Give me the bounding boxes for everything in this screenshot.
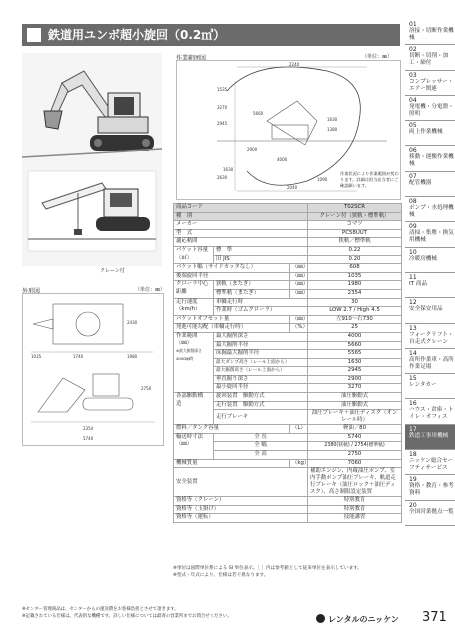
sidebar-item-07[interactable]: 07 配管機器 bbox=[405, 172, 455, 197]
spec-value: 軽油／80 bbox=[308, 425, 402, 434]
spec-group-label: クローラ中心距離 bbox=[174, 281, 214, 298]
spec-unit: （㎜） bbox=[290, 289, 308, 298]
outline-dim-0: 1740 bbox=[73, 354, 84, 359]
sidebar-item-03[interactable]: 03 コンプレッサー・エアー関連 bbox=[405, 71, 455, 96]
outline-unit: （単位：㎜） bbox=[135, 287, 166, 293]
spec-unit: （L） bbox=[290, 425, 308, 434]
work-dim-6: 4000 bbox=[277, 157, 288, 162]
outline-dim-2: 2354 bbox=[83, 426, 94, 431]
table-row bbox=[174, 505, 402, 514]
work-dim-1: 1535 bbox=[217, 87, 228, 92]
spec-value: PC58UUT bbox=[308, 229, 402, 238]
spec-value: 1035 bbox=[308, 272, 402, 281]
sidebar-item-18[interactable]: 18 ニッケン総合セーフティサービス bbox=[405, 450, 455, 475]
range-group-title: 作業範囲（㎜） bbox=[176, 332, 198, 346]
outline-dim-4: 2750 bbox=[141, 386, 152, 391]
spec-value: 油圧駆動式 bbox=[308, 401, 402, 410]
outline-diagram bbox=[22, 293, 164, 446]
sidebar-item-05[interactable]: 05 両上作業機械 bbox=[405, 121, 455, 146]
spec-label: 資格等（玉掛け） bbox=[174, 505, 308, 514]
table-row bbox=[174, 272, 402, 281]
spec-value: 608 bbox=[308, 264, 402, 273]
table-row bbox=[174, 246, 402, 255]
spec-value: 技能講習 bbox=[308, 514, 402, 523]
sidebar-item-12[interactable]: 12 安全保安用品 bbox=[405, 298, 455, 323]
sidebar-item-08[interactable]: 08 ポンプ・水処理機械 bbox=[405, 197, 455, 222]
spec-value: 5565 bbox=[308, 350, 402, 359]
spec-label: 狭軌（またぎ） bbox=[214, 281, 290, 290]
spec-label: 標 準 bbox=[214, 246, 308, 255]
spec-label: 最大掘削半径 bbox=[214, 341, 308, 350]
sidebar-item-16[interactable]: 16 ハウス・倉庫・トイレ・オフィス bbox=[405, 399, 455, 424]
sidebar-item-01[interactable]: 01 溶接・切断作業機械 bbox=[405, 20, 455, 45]
spec-label: 最大ダンプ高さ（レール上面から） bbox=[214, 358, 308, 367]
spec-label: 旧 JIS bbox=[214, 255, 308, 264]
spec-value: 4000 bbox=[308, 332, 402, 341]
spec-label: 走行ブレーキ bbox=[214, 410, 308, 425]
table-row bbox=[174, 393, 402, 402]
spec-label: 燃料／タンク容量 bbox=[174, 425, 290, 434]
spec-unit: （%） bbox=[290, 324, 308, 333]
logo-text: レンタルのニッケン bbox=[328, 615, 399, 624]
spec-label: 全 長 bbox=[214, 433, 308, 442]
spec-label: 垂直掘り深さ bbox=[214, 375, 308, 384]
table-row bbox=[174, 281, 402, 290]
work-dim-2: 3270 bbox=[217, 105, 228, 110]
work-dim-3: 5660 bbox=[253, 111, 264, 116]
spec-value: 1980 bbox=[308, 281, 402, 290]
spec-value: 特別教育 bbox=[308, 505, 402, 514]
machine-photo bbox=[22, 53, 162, 266]
spec-label: 資格等（運転） bbox=[174, 514, 308, 523]
spec-value: 0.22 bbox=[308, 246, 402, 255]
footer-note: ※記載されている仕様は、代表的な機種です。詳しい仕様については最寄の営業所までお問合せください。 bbox=[22, 614, 232, 619]
work-dim-12: 1090 bbox=[317, 177, 328, 182]
title-bar bbox=[22, 24, 400, 46]
spec-value: 30 bbox=[308, 298, 402, 307]
spec-label: 車輪走行時 bbox=[214, 298, 308, 307]
spec-label: 安全装置 bbox=[174, 468, 308, 497]
work-range-title: 作業範囲図 bbox=[176, 55, 207, 62]
spec-value: 0.20 bbox=[308, 255, 402, 264]
spec-label: 最大掘削深さ bbox=[214, 332, 308, 341]
footer-note: ※センター管理商品は、センターからの運送費をお客様負担とさせて頂きます。 bbox=[22, 607, 179, 612]
table-row bbox=[174, 324, 402, 333]
sidebar-item-09[interactable]: 09 清掃・集塵・換気用機械 bbox=[405, 222, 455, 247]
spec-value: LOW 2.7 / High 4.5 bbox=[308, 307, 402, 316]
table-row bbox=[174, 221, 402, 230]
spec-label: 床掘最大掘削半径 bbox=[214, 350, 308, 359]
spec-note: ※単位は国際単位系による SI 単位表示。［ ］内は参考値として従来単位を表示しています。 bbox=[173, 566, 362, 571]
spec-label: メーカー bbox=[174, 221, 308, 230]
spec-table bbox=[173, 203, 402, 523]
company-logo bbox=[316, 614, 399, 625]
spec-unit: （㎜） bbox=[290, 315, 308, 324]
table-row bbox=[174, 264, 402, 273]
spec-unit: （kg） bbox=[290, 459, 308, 468]
page-number: 371 bbox=[422, 610, 447, 625]
spec-value: 2945 bbox=[308, 367, 402, 376]
spec-label: 型 式 bbox=[174, 229, 308, 238]
work-range-note: 作業状況により作業範囲が変わります。詳細は担当店当者にご確認願います。 bbox=[340, 171, 399, 188]
photo-caption: クレーン付 bbox=[100, 268, 125, 274]
spec-group-label: 各部駆動構 造 bbox=[174, 393, 214, 425]
spec-label: 発進可能勾配（車輪走行時） bbox=[174, 324, 290, 333]
spec-value: 1630 bbox=[308, 358, 402, 367]
sidebar-item-17[interactable]: 17 鉄道工事用機械 bbox=[405, 425, 455, 450]
table-row bbox=[174, 212, 402, 221]
spec-label: 走行装置 駆動方式 bbox=[214, 401, 308, 410]
spec-label: 全 高 bbox=[214, 451, 308, 460]
work-dim-7: 1630 bbox=[223, 167, 234, 172]
outline-title: 外形図 bbox=[22, 288, 41, 295]
work-dim-5: 2900 bbox=[247, 147, 258, 152]
work-dim-10: 1380 bbox=[327, 127, 338, 132]
spec-value: 2750 bbox=[308, 451, 402, 460]
spec-label: 標準軌（またぎ） bbox=[214, 289, 290, 298]
work-dim-8: 2630 bbox=[217, 175, 228, 180]
spec-label: 種 別 bbox=[174, 212, 308, 221]
sidebar-item-15[interactable]: 15 レンタカー bbox=[405, 374, 455, 399]
spec-value: 3270 bbox=[308, 384, 402, 393]
spec-label: バケットオフセット量 bbox=[174, 315, 290, 324]
category-sidebar bbox=[405, 20, 455, 526]
spec-value: 2380(狭軌) / 2754(標準軌) bbox=[308, 442, 402, 451]
spec-group-label: バケット容量（㎥） bbox=[174, 246, 214, 263]
logo-mark-icon bbox=[316, 614, 325, 623]
work-dim-11: 2040 bbox=[287, 185, 298, 190]
table-row bbox=[174, 238, 402, 247]
work-dim-4: 2945 bbox=[217, 121, 228, 126]
spec-value: クレーン付（狭軌・標準軌） bbox=[308, 212, 402, 221]
sidebar-item-13[interactable]: 13 フォークリフト・自走式クレーン bbox=[405, 324, 455, 349]
table-row bbox=[174, 425, 402, 434]
work-dim-0: 2240 bbox=[289, 62, 300, 67]
spec-label: 資格等（クレーン） bbox=[174, 497, 308, 506]
spec-label: 最小旋回半径 bbox=[214, 384, 308, 393]
sidebar-item-11[interactable]: 11 IT 商品 bbox=[405, 273, 455, 298]
spec-value: 特別教育 bbox=[308, 497, 402, 506]
spec-note: ※型式・年式により、仕様は若干異なります。 bbox=[173, 573, 269, 578]
spec-group-label bbox=[174, 332, 214, 392]
sidebar-item-06[interactable]: 06 移動・運搬作業機械 bbox=[405, 146, 455, 171]
sidebar-item-02[interactable]: 02 切断・切削・加工・締付 bbox=[405, 45, 455, 70]
spec-value: 油圧ブレーキ＋油圧ディスク（オンレール時） bbox=[308, 410, 402, 425]
outline-dim-5: 1980 bbox=[127, 354, 138, 359]
spec-group-label: 輸送時寸法（㎜） bbox=[174, 433, 214, 459]
spec-value: 25 bbox=[308, 324, 402, 333]
spec-value: 補助エンジン、内蔵油圧ポンプ、室内手動ポンプ油圧ブレーキ、軌道走行ブレーキ（油圧ロック＋油圧ディスク）、高さ制限設定装置 bbox=[308, 468, 402, 497]
spec-label: 全 幅 bbox=[214, 442, 308, 451]
sidebar-item-14[interactable]: 14 高所作業車・高所作業足場 bbox=[405, 349, 455, 374]
spec-label: 旋回装置 駆動方式 bbox=[214, 393, 308, 402]
spec-label: 商品コード bbox=[174, 204, 308, 213]
spec-value: 狭軌／標準軌 bbox=[308, 238, 402, 247]
table-row bbox=[174, 315, 402, 324]
sidebar-item-10[interactable]: 10 冷暖房機械 bbox=[405, 248, 455, 273]
table-row bbox=[174, 497, 402, 506]
spec-value: 油圧駆動式 bbox=[308, 393, 402, 402]
spec-label: 機械質量 bbox=[174, 459, 290, 468]
table-row bbox=[174, 204, 402, 213]
spec-value: 2900 bbox=[308, 375, 402, 384]
outline-dim-6: 1035 bbox=[31, 354, 42, 359]
footer-notes bbox=[22, 606, 302, 620]
table-row bbox=[174, 514, 402, 523]
table-row bbox=[174, 298, 402, 307]
spec-notes bbox=[173, 565, 362, 579]
spec-label: 適応軌間 bbox=[174, 238, 308, 247]
range-group-sub: ※最大掘削深さ 4000㎜時 bbox=[176, 347, 202, 361]
spec-value: 5660 bbox=[308, 341, 402, 350]
spec-group-label: 走行速度（km/h） bbox=[174, 298, 214, 315]
outline-dim-1: 2430 bbox=[127, 320, 138, 325]
spec-label: 後端旋回半径 bbox=[174, 272, 290, 281]
spec-label: 作業時（ゴムクローラ） bbox=[214, 307, 308, 316]
spec-label: 最大掘削高さ（レール上面から） bbox=[214, 367, 308, 376]
work-range-unit: （単位：㎜） bbox=[362, 54, 393, 60]
spec-unit: （㎜） bbox=[290, 264, 308, 273]
spec-value: 5740 bbox=[308, 433, 402, 442]
page-title: 鉄道用ユンボ超小旋回（0.2㎥） bbox=[48, 28, 226, 42]
table-row bbox=[174, 468, 402, 497]
spec-value: コマツ bbox=[308, 221, 402, 230]
sidebar-item-19[interactable]: 19 資格・教育・参考資料 bbox=[405, 475, 455, 500]
spec-unit: （㎜） bbox=[290, 272, 308, 281]
spec-unit: （㎜） bbox=[290, 281, 308, 290]
table-row bbox=[174, 459, 402, 468]
sidebar-item-04[interactable]: 04 発電機・分電盤・照明 bbox=[405, 96, 455, 121]
spec-value: 左910～右730 bbox=[308, 315, 402, 324]
table-row bbox=[174, 433, 402, 442]
sidebar-item-20[interactable]: 20 全国営業拠点一覧 bbox=[405, 501, 455, 526]
spec-value: T02SCR bbox=[308, 204, 402, 213]
spec-value: 7060 bbox=[308, 459, 402, 468]
work-dim-9: 1630 bbox=[327, 117, 338, 122]
spec-label: バケット幅（サイドカッタなし） bbox=[174, 264, 290, 273]
spec-value: 2354 bbox=[308, 289, 402, 298]
outline-dim-3: 5740 bbox=[83, 436, 94, 441]
title-square-icon bbox=[27, 28, 41, 42]
table-row bbox=[174, 229, 402, 238]
table-row bbox=[174, 332, 402, 341]
